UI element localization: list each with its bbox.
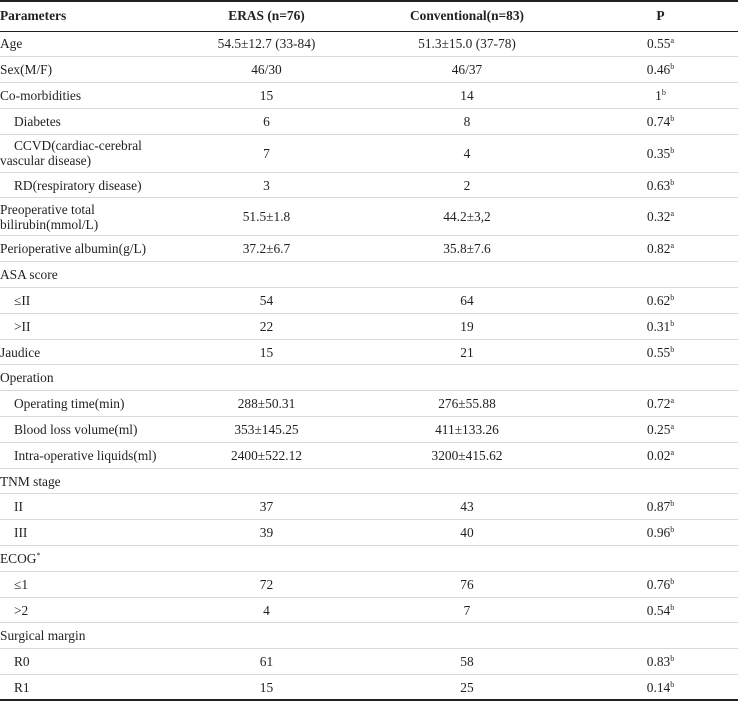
row-p: 0.76$^b$ [567,571,738,597]
row-p: 0.46$^b$ [567,57,738,83]
row-param: Diabetes [0,108,166,134]
row-eras: 4 [166,597,367,623]
row-conventional: 64 [367,288,567,314]
row-conventional: 35.8±7.6 [367,236,567,262]
row-param: Age [0,31,166,57]
row-eras: 46/30 [166,57,367,83]
table-row [0,468,738,494]
table-row [0,365,738,391]
footnote-mark: b [670,499,675,509]
row-conventional: 3200±415.62 [367,442,567,468]
row-p: 0.32$^a$ [567,198,738,236]
row-eras: 37.2±6.7 [166,236,367,262]
row-eras: 72 [166,571,367,597]
row-param: Surgical margin [0,623,166,649]
row-param: III [0,520,166,546]
row-p: 0.63$^b$ [567,172,738,198]
row-param: II [0,494,166,520]
row-p: 0.31$^b$ [567,313,738,339]
row-param: CCVD(cardiac-cerebral vascular disease) [0,134,166,172]
row-eras: 2400±522.12 [166,442,367,468]
table-row [0,313,738,339]
header-row [0,1,738,31]
row-param: R1 [0,675,166,701]
table-row [0,172,738,198]
row-eras: 3 [166,172,367,198]
footnote-mark: * [36,550,41,560]
footnote-mark: b [670,344,675,354]
table-row [0,623,738,649]
footnote-mark: a [670,447,674,457]
footnote-mark: a [670,36,674,46]
footnote-mark: b [661,87,666,97]
table-row [0,494,738,520]
row-eras: 39 [166,520,367,546]
footnote-mark: a [670,241,674,251]
header-p: P [567,1,738,31]
row-conventional: 43 [367,494,567,520]
row-conventional: 19 [367,313,567,339]
row-param: Blood loss volume(ml) [0,417,166,443]
table-row [0,288,738,314]
table-row [0,236,738,262]
footnote-mark: b [670,525,675,535]
row-conventional: 21 [367,339,567,365]
footnote-mark: a [670,209,674,219]
table-row [0,108,738,134]
row-param: Preoperative total bilirubin(mmol/L) [0,198,166,236]
row-p: 0.35$^b$ [567,134,738,172]
row-p: 0.25$^a$ [567,417,738,443]
row-eras: 288±50.31 [166,391,367,417]
table-row [0,649,738,675]
row-param: Jaudice [0,339,166,365]
row-conventional: 4 [367,134,567,172]
row-p: 0.55$^b$ [567,339,738,365]
footnote-mark: b [670,62,675,72]
table-row [0,417,738,443]
row-eras: 61 [166,649,367,675]
row-p: 0.72$^a$ [567,391,738,417]
footnote-mark: a [670,396,674,406]
row-param: ≤1 [0,571,166,597]
table-row [0,571,738,597]
row-param: Perioperative albumin(g/L) [0,236,166,262]
row-p: 0.82$^a$ [567,236,738,262]
footnote-mark: b [670,654,675,664]
header-parameters: Parameters [0,1,166,31]
row-eras: 6 [166,108,367,134]
row-p: 0.54$^b$ [567,597,738,623]
table-row [0,675,738,701]
row-conventional: 25 [367,675,567,701]
row-conventional: 411±133.26 [367,417,567,443]
table-row [0,339,738,365]
row-param: ≤II [0,288,166,314]
header-eras: ERAS (n=76) [166,1,367,31]
footnote-mark: b [670,292,675,302]
row-conventional: 76 [367,571,567,597]
row-param: Co-morbidities [0,83,166,109]
header-conventional: Conventional(n=83) [367,1,567,31]
row-eras: 7 [166,134,367,172]
footnote-mark: b [670,318,675,328]
table-row [0,57,738,83]
row-p: 0.74$^b$ [567,108,738,134]
row-p: 0.14$^b$ [567,675,738,701]
row-conventional: 46/37 [367,57,567,83]
row-p: 0.02$^a$ [567,442,738,468]
row-conventional: 276±55.88 [367,391,567,417]
footnote-mark: b [670,679,675,689]
table-row [0,597,738,623]
footnote-mark: a [670,421,674,431]
row-conventional: 58 [367,649,567,675]
table-row [0,83,738,109]
footnote-mark: b [670,113,675,123]
row-p: 0.62$^b$ [567,288,738,314]
footnote-mark: b [670,576,675,586]
table-row [0,198,738,236]
table-row [0,520,738,546]
table-row [0,391,738,417]
row-conventional: 44.2±3,2 [367,198,567,236]
row-p: 0.83$^b$ [567,649,738,675]
row-eras: 37 [166,494,367,520]
footnote-mark: b [670,602,675,612]
row-param: RD(respiratory disease) [0,172,166,198]
row-param: Intra-operative liquids(ml) [0,442,166,468]
table-row [0,134,738,172]
row-eras: 54 [166,288,367,314]
row-eras: 15 [166,83,367,109]
table-row [0,31,738,57]
footnote-mark: b [670,177,675,187]
row-conventional: 14 [367,83,567,109]
row-param: ASA score [0,262,166,288]
row-param: ECOG* [0,546,166,572]
row-param: Operation [0,365,166,391]
row-conventional: 7 [367,597,567,623]
footnote-mark: b [670,145,675,155]
table-row [0,546,738,572]
row-eras: 54.5±12.7 (33-84) [166,31,367,57]
row-eras: 353±145.25 [166,417,367,443]
row-param: TNM stage [0,468,166,494]
row-param: Operating time(min) [0,391,166,417]
row-eras: 15 [166,339,367,365]
row-param: >II [0,313,166,339]
row-eras: 15 [166,675,367,701]
row-eras: 22 [166,313,367,339]
row-conventional: 2 [367,172,567,198]
row-p: 0.96$^b$ [567,520,738,546]
row-p: 0.87$^b$ [567,494,738,520]
row-param: R0 [0,649,166,675]
row-conventional: 8 [367,108,567,134]
row-conventional: 40 [367,520,567,546]
table-row [0,442,738,468]
row-param: >2 [0,597,166,623]
table-row [0,262,738,288]
row-eras: 51.5±1.8 [166,198,367,236]
row-param: Sex(M/F) [0,57,166,83]
row-conventional: 51.3±15.0 (37-78) [367,31,567,57]
row-p: 0.55$^a$ [567,31,738,57]
row-p: 1$^b$ [567,83,738,109]
